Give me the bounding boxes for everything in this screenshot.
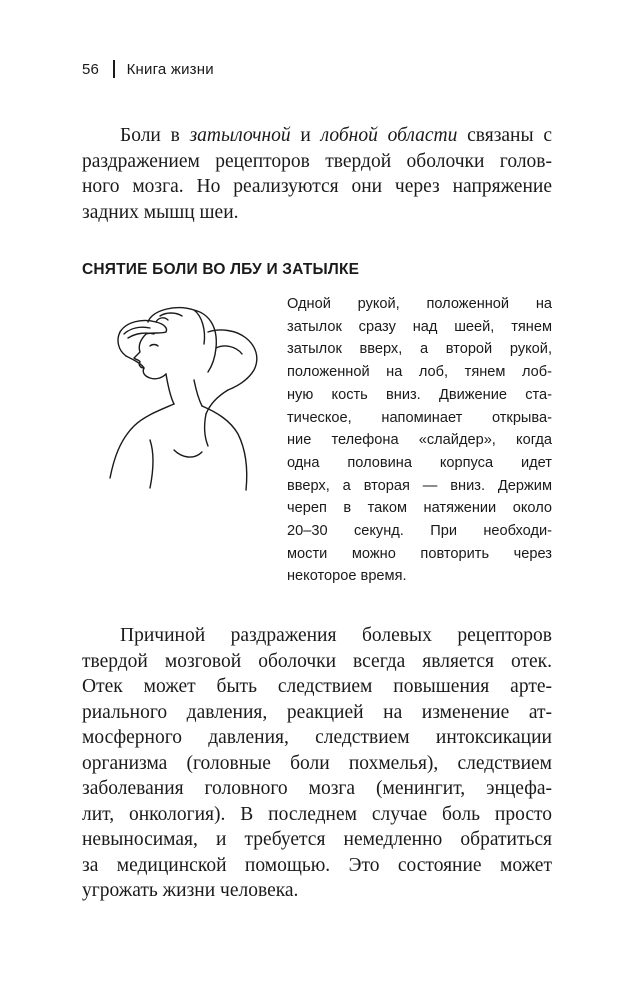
body-line: риального давления, реакцией на изменение ат- [82, 701, 552, 723]
caption-line: одна половина корпуса идет [287, 454, 552, 471]
running-header [82, 60, 214, 78]
caption-line: ную кость вниз. Движение ста- [287, 386, 552, 403]
caption-line: затылок вверх, а второй рукой, [287, 341, 552, 358]
emphasis-frontal: лобной области [320, 125, 458, 146]
exercise-illustration [90, 300, 280, 500]
intro-line-4: задних мышц шеи. [82, 201, 239, 223]
emphasis-occipital: затылочной [189, 125, 291, 146]
section-title: СНЯТИЕ БОЛИ ВО ЛБУ И ЗАТЫЛКЕ [82, 261, 360, 278]
body-line: твердой мозговой оболочки всегда является отек. [82, 650, 552, 672]
body-line: заболевания головного мозга (менингит, энцефа- [82, 778, 552, 799]
caption-line: некоторое время. [287, 568, 407, 585]
body-line: Причиной раздражения болевых рецепторов [120, 625, 552, 646]
caption-line: положенной на лоб, тянем лоб- [287, 364, 552, 381]
caption-line: 20–30 секунд. При необходи- [287, 523, 552, 540]
intro-line-2: раздражением рецепторов твердой оболочки голов- [82, 150, 552, 172]
caption-line: вверх, а вторая — вниз. Держим [287, 477, 552, 494]
body-paragraph [82, 623, 552, 904]
caption-line: затылок сразу над шеей, тянем [287, 318, 552, 335]
intro-paragraph [82, 123, 552, 225]
caption-line: тическое, напоминает открыва- [287, 409, 552, 426]
intro-line-1: Боли в затылочной и лобной области связаны с [120, 125, 552, 146]
exercise-caption [287, 293, 552, 588]
caption-line: мости можно повторить через [287, 545, 552, 562]
body-line: угрожать жизни человека. [82, 880, 299, 901]
body-line: организма (головные боли похмелья), следствием [82, 752, 552, 774]
caption-line: Одной рукой, положенной на [287, 296, 552, 312]
book-title: Книга жизни [126, 60, 214, 78]
header-divider [113, 60, 115, 78]
body-line: невыносимая, и требуется немедленно обратиться [82, 829, 552, 850]
body-line: лит, онкология). В последнем случае боль просто [82, 803, 552, 825]
intro-line-3: ного мозга. Но реализуются они через напряжение [82, 176, 552, 197]
caption-line: череп в таком натяжении около [287, 500, 552, 517]
page-number: 56 [82, 60, 100, 78]
body-line: за медицинской помощью. Это состояние может [82, 854, 552, 876]
body-line: Отек может быть следствием повышения арте- [82, 676, 552, 697]
body-line: мосферного давления, следствием интоксикации [82, 727, 552, 748]
caption-line: ние телефона «слайдер», когда [287, 432, 552, 449]
